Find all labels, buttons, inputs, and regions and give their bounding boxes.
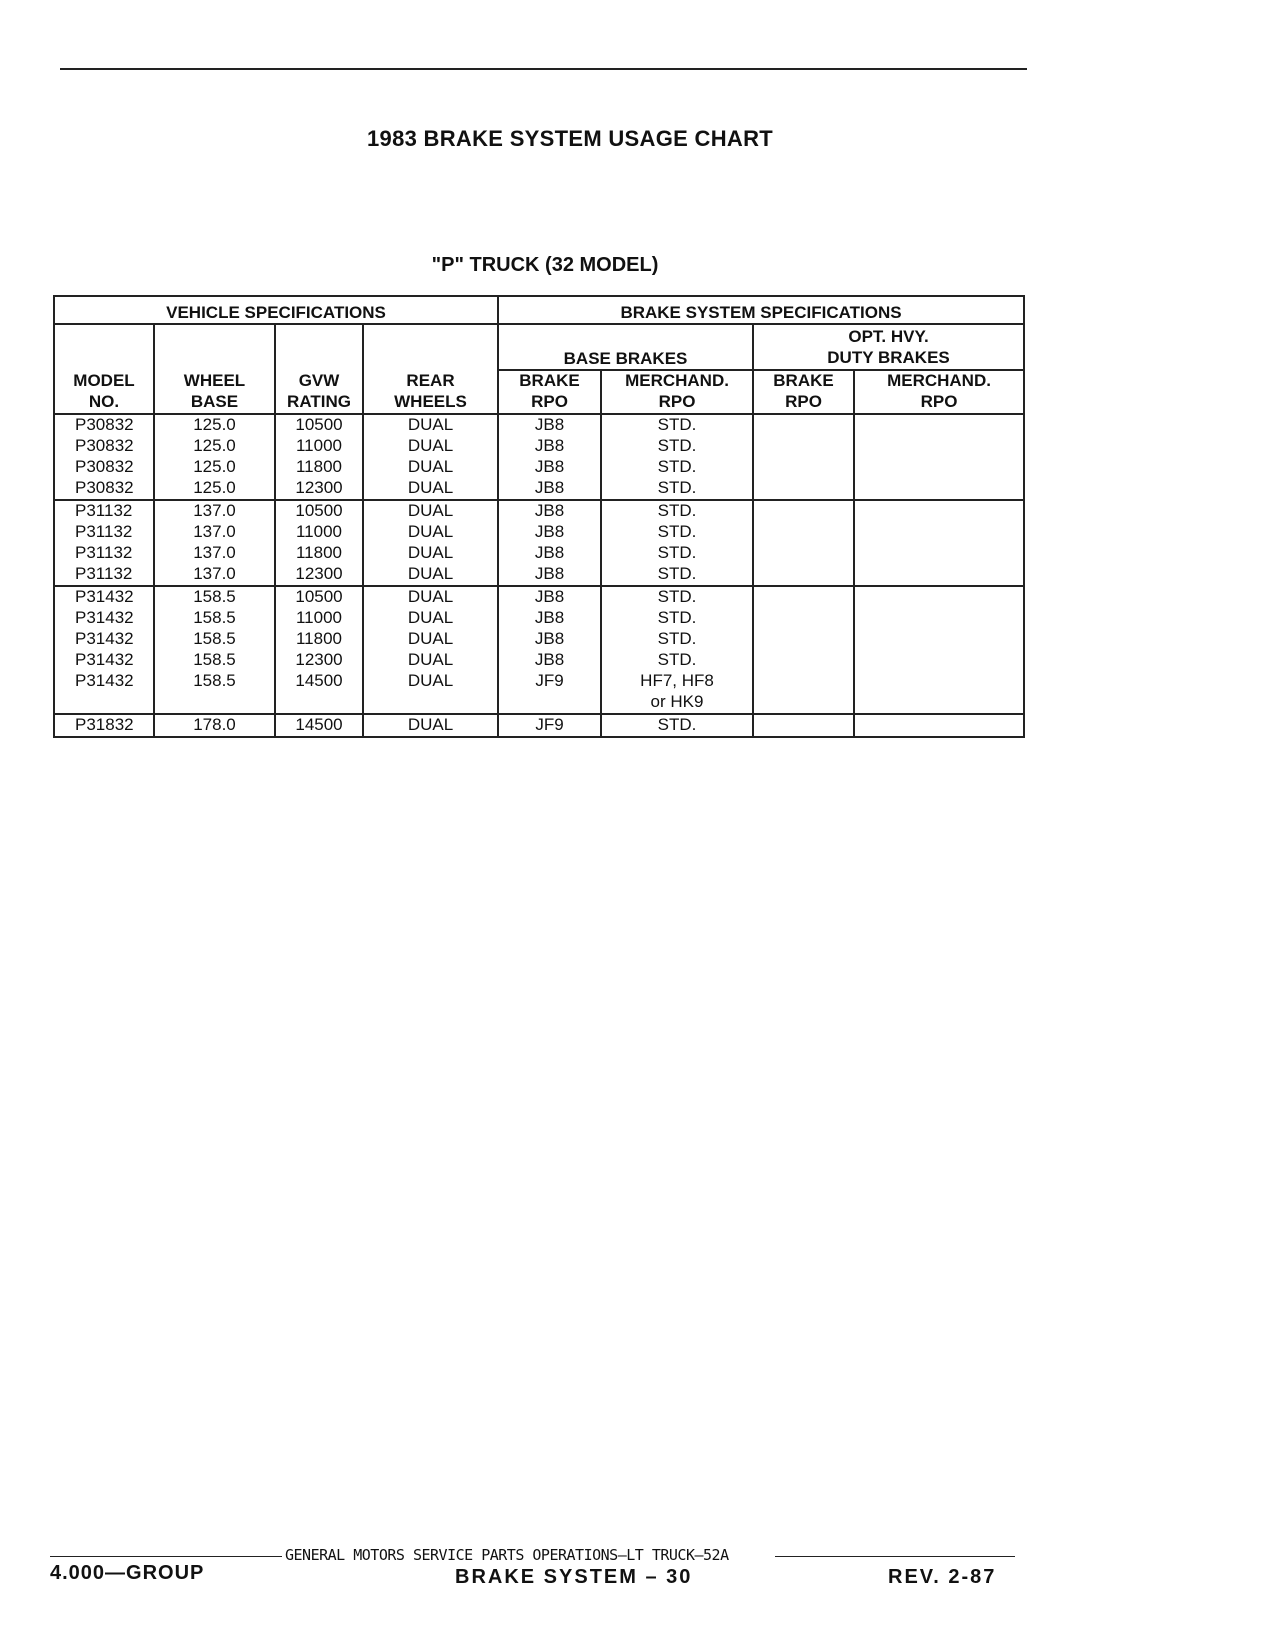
cell-line: 125.0 [193,478,236,497]
cell-line: 12300 [295,478,343,497]
cell-line: DUAL [407,629,454,648]
table-row [54,586,1024,714]
cell-line: P30832 [75,457,134,476]
cell-wheelbase [154,500,275,586]
cell-line: DUAL [407,522,454,541]
cell-merch-rpo [601,500,753,586]
group-header-opt-duty-brakes: OPT. HVY. DUTY BRAKES [753,324,1024,370]
cell-rear [363,414,498,500]
table-row [54,414,1024,500]
page-subtitle: "P" TRUCK (32 MODEL) [431,254,659,276]
cell-line: JB8 [534,522,565,541]
cell-line: STD. [657,415,697,434]
col-header-model: MODEL NO. [54,324,154,414]
cell-line: 11000 [295,522,342,541]
cell-line: 10500 [295,501,343,520]
cell-line: 137.0 [193,501,236,520]
cell-line: STD. [657,564,697,583]
cell-merch-rpo [601,586,753,714]
cell-opt-brake-rpo [753,500,854,586]
cell-brake-rpo [498,500,601,586]
col-header-base-brake-rpo: BRAKE RPO [498,370,601,414]
cell-line: STD. [657,478,697,497]
cell-line: JF9 [535,715,564,734]
cell-line: STD. [657,457,697,476]
cell-line: JB8 [534,501,565,520]
cell-line: JB8 [534,564,565,583]
cell-gvw [275,714,363,737]
cell-line: P31432 [75,608,134,627]
cell-line: 11800 [295,629,342,648]
cell-line: 158.5 [193,650,236,669]
cell-rear [363,586,498,714]
cell-opt-merch-rpo [854,586,1024,714]
cell-rear [363,714,498,737]
cell-line: P31132 [75,522,133,541]
footer-center-text: GENERAL MOTORS SERVICE PARTS OPERATIONS—LT TRUCK—52A [285,1546,729,1564]
cell-line: 10500 [295,415,343,434]
cell-brake-rpo [498,414,601,500]
brake-usage-table [53,295,1025,738]
footer-rule-left [50,1556,282,1557]
cell-line: 11000 [295,436,342,455]
cell-line: DUAL [407,415,454,434]
cell-line: JB8 [534,478,565,497]
cell-opt-brake-rpo [753,714,854,737]
cell-line: 125.0 [193,436,236,455]
cell-line: STD. [657,522,697,541]
cell-opt-brake-rpo [753,414,854,500]
cell-line: P30832 [75,415,134,434]
col-header-rear-wheels: REAR WHEELS [363,324,498,414]
cell-line: 10500 [295,587,343,606]
cell-line: 137.0 [193,564,236,583]
cell-line: JB8 [534,629,565,648]
cell-wheelbase [154,586,275,714]
cell-line: JB8 [534,650,565,669]
cell-line: 14500 [295,671,343,690]
cell-line: JB8 [534,436,565,455]
page-title: 1983 BRAKE SYSTEM USAGE CHART [367,126,773,151]
cell-line: P31432 [75,629,134,648]
cell-line: DUAL [407,436,454,455]
cell-brake-rpo [498,586,601,714]
cell-line: 125.0 [193,457,236,476]
group-header-brake-system: BRAKE SYSTEM SPECIFICATIONS [498,296,1024,324]
cell-line: 125.0 [193,415,236,434]
cell-line: 11800 [295,457,342,476]
cell-wheelbase [154,714,275,737]
cell-line: DUAL [407,564,454,583]
cell-line: 158.5 [193,587,236,606]
cell-line: DUAL [407,478,454,497]
cell-line: P30832 [75,436,134,455]
col-header-base-merch-rpo: MERCHAND. RPO [601,370,753,414]
col-header-gvw: GVW RATING [275,324,363,414]
cell-line: HF7, HF8 [640,671,714,690]
cell-line: STD. [657,436,697,455]
cell-line: DUAL [407,715,454,734]
footer-rule-right [775,1556,1015,1557]
cell-line: 11000 [295,608,342,627]
cell-line: P31132 [75,543,133,562]
cell-line: 158.5 [193,629,236,648]
footer-revision: REV. 2-87 [888,1566,997,1588]
cell-gvw [275,586,363,714]
cell-gvw [275,414,363,500]
cell-line: 158.5 [193,608,236,627]
cell-model [54,414,154,500]
cell-model [54,500,154,586]
cell-line: JB8 [534,587,565,606]
cell-line: 12300 [295,650,343,669]
table-row [54,500,1024,586]
cell-line: STD. [657,543,697,562]
cell-line: P31132 [75,501,133,520]
cell-line: P31832 [75,715,134,734]
group-header-vehicle: VEHICLE SPECIFICATIONS [54,296,498,324]
cell-line: 12300 [295,564,343,583]
cell-opt-brake-rpo [753,586,854,714]
footer-section-page: BRAKE SYSTEM – 30 [455,1566,693,1588]
cell-opt-merch-rpo [854,500,1024,586]
col-header-opt-merch-rpo: MERCHAND. RPO [854,370,1024,414]
cell-merch-rpo [601,714,753,737]
cell-line: JB8 [534,415,565,434]
cell-line: DUAL [407,608,454,627]
cell-line: 14500 [295,715,343,734]
cell-line: DUAL [407,587,454,606]
cell-line: STD. [657,650,697,669]
cell-line: 158.5 [193,671,236,690]
cell-line: STD. [657,501,697,520]
table-row [54,714,1024,737]
cell-line: P31432 [75,587,134,606]
group-header-base-brakes: BASE BRAKES [498,324,753,370]
cell-line: 178.0 [193,715,236,734]
cell-opt-merch-rpo [854,414,1024,500]
footer-group: 4.000—GROUP [50,1562,205,1584]
cell-line: JB8 [534,457,565,476]
cell-line: P30832 [75,478,134,497]
cell-wheelbase [154,414,275,500]
cell-merch-rpo [601,414,753,500]
cell-line: JB8 [534,543,565,562]
cell-brake-rpo [498,714,601,737]
cell-line: P31132 [75,564,133,583]
cell-line: 11800 [295,543,342,562]
cell-line: P31432 [75,671,134,690]
cell-line: DUAL [407,671,454,690]
cell-line: JF9 [535,671,564,690]
cell-line: STD. [657,629,697,648]
cell-line: DUAL [407,543,454,562]
cell-line: STD. [657,715,697,734]
cell-line: P31432 [75,650,134,669]
cell-model [54,714,154,737]
table-body [54,414,1024,737]
top-rule [60,68,1027,70]
cell-line: DUAL [407,457,454,476]
cell-line: STD. [657,608,697,627]
cell-line: 137.0 [193,522,236,541]
cell-line: DUAL [407,650,454,669]
cell-gvw [275,500,363,586]
cell-rear [363,500,498,586]
cell-opt-merch-rpo [854,714,1024,737]
cell-model [54,586,154,714]
cell-line: 137.0 [193,543,236,562]
col-header-wheelbase: WHEEL BASE [154,324,275,414]
cell-line: or HK9 [650,692,704,711]
col-header-opt-brake-rpo: BRAKE RPO [753,370,854,414]
cell-line: JB8 [534,608,565,627]
cell-line: STD. [657,587,697,606]
cell-line: DUAL [407,501,454,520]
